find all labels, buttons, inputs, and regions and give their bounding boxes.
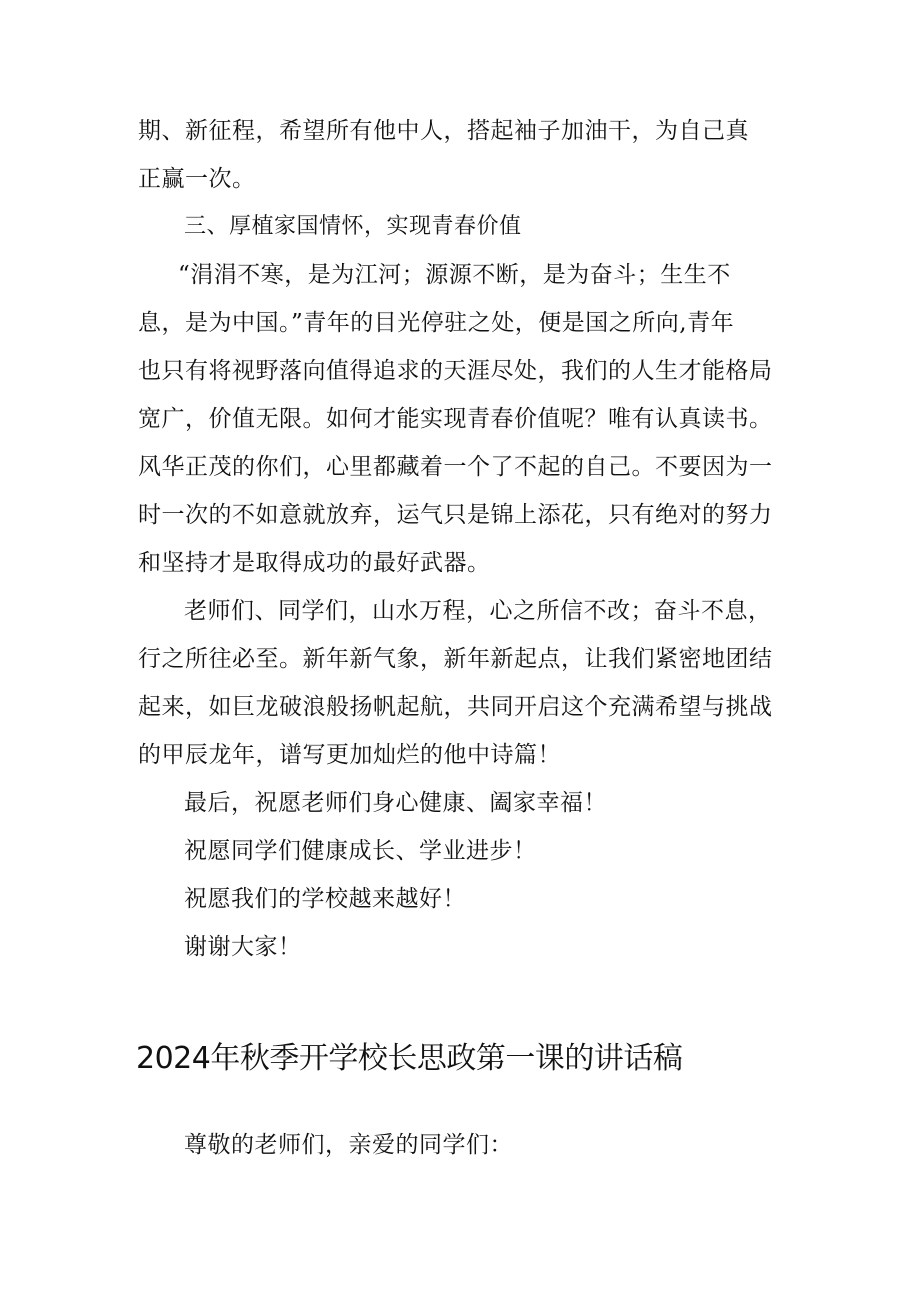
section-heading: 三、厚植家国情怀，实现青春价值	[184, 214, 522, 239]
closing-line: 最后，祝愿老师们身心健康、阖家幸福！	[184, 790, 607, 816]
closing-line: 祝愿同学们健康成长、学业进步！	[184, 838, 537, 864]
body-text-line: 行之所往必至。新年新气象，新年新起点，让我们紧密地团结	[138, 646, 773, 672]
body-text-line: 息，是为中国。”青年的目光停驻之处，便是国之所向,青年	[138, 310, 735, 336]
body-text-line: 的甲辰龙年，谱写更加灿烂的他中诗篇！	[138, 742, 561, 768]
body-text-line: 风华正茂的你们，心里都藏着一个了不起的自己。不要因为一	[138, 454, 773, 480]
body-text-line: 时一次的不如意就放弃，运气只是锦上添花，只有绝对的努力	[138, 502, 773, 528]
body-text-line: 起来，如巨龙破浪般扬帆起航，共同开启这个充满希望与挑战	[138, 694, 773, 720]
body-text-line: 老师们、同学们，山水万程，心之所信不改；奋斗不息，	[184, 598, 772, 624]
salutation: 尊敬的老师们，亲爱的同学们：	[184, 1132, 513, 1158]
body-text-line: 也只有将视野落向值得追求的天涯尽处，我们的人生才能格局	[138, 358, 773, 384]
closing-line: 祝愿我们的学校越来越好！	[184, 886, 466, 912]
body-text-line: 和坚持才是取得成功的最好武器。	[138, 550, 491, 576]
document-title: 2024年秋季开学校长思政第一课的讲话稿	[136, 1041, 683, 1076]
closing-line: 谢谢大家！	[184, 934, 302, 960]
body-text-line: “涓涓不寒，是为江河；源源不断，是为奋斗；生生不	[178, 262, 731, 288]
body-text-line: 宽广，价值无限。如何才能实现青春价值呢？唯有认真读书。	[138, 406, 773, 432]
body-text-line: 正赢一次。	[138, 166, 256, 192]
body-text-line: 期、新征程，希望所有他中人，搭起袖子加油干，为自己真	[138, 118, 749, 144]
